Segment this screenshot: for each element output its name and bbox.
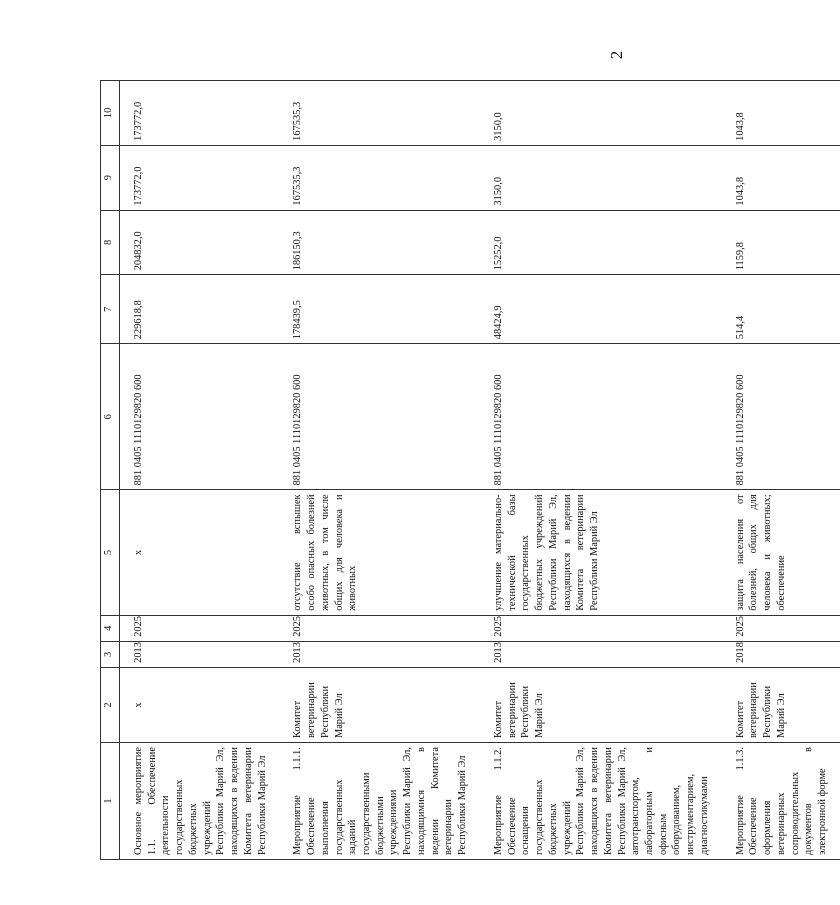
col-header-7: 7 [101,275,120,344]
row-budget-code: 881 0405 1110129820 600 [722,344,840,490]
header-row [101,81,120,860]
row-start-year: 2013 [279,641,480,667]
row-value-7: 229618,8 [120,275,280,344]
row-start-year: 2013 [480,641,722,667]
row-value-7: 48424,9 [480,275,722,344]
row-value-9: 1043,8 [722,145,840,210]
row-value-8: 1159,8 [722,210,840,275]
rotated-table-container [100,80,829,860]
row-value-9: 173772,0 [120,145,280,210]
row-executor: x [120,667,280,742]
col-header-6: 6 [101,344,120,490]
table-row [722,81,840,860]
row-value-9: 167535,3 [279,145,480,210]
col-header-2: 2 [101,667,120,742]
row-result: защита населения от болезней, общих для человека и животных; обеспечение [722,490,840,615]
row-result: улучшение материально-технической базы государственных бюджетных учреждений Республики Марий Эл, находящихся в ведении Комитета ветеринарии Республики Марий Эл [480,490,722,615]
col-header-3: 3 [101,641,120,667]
col-header-1: 1 [101,743,120,860]
row-value-7: 178439,5 [279,275,480,344]
col-header-10: 10 [101,81,120,146]
table-row [279,81,480,860]
row-name: Мероприятие 1.1.3. Обеспечение оформления ветеринарных сопроводительных документов в электронной форме [722,743,840,860]
col-header-9: 9 [101,145,120,210]
row-executor: Комитет ветеринарии Республики Марий Эл [480,667,722,742]
row-executor: Комитет ветеринарии Республики Марий Эл [279,667,480,742]
table-row [120,81,280,860]
row-value-9: 3150,0 [480,145,722,210]
row-end-year: 2025 [120,615,280,641]
row-name: Мероприятие 1.1.2. Обеспечение оснащения государственных бюджетных учреждений Республики Марий Эл, находящихся в ведении Комитета ветеринарии Республики Марий Эл, автотранспортом, лабораторным и офисным оборудованием, инструментарием, диагностикумами [480,743,722,860]
row-name: Мероприятие 1.1.1. Обеспечение выполнения государственных заданий государственными бюджетными учреждениями Республики Марий Эл, находящимися в ведении Комитета ветеринарии Республики Марий Эл [279,743,480,860]
row-executor: Комитет ветеринарии Республики Марий Эл [722,667,840,742]
row-value-10: 1043,8 [722,81,840,146]
row-start-year: 2018 [722,641,840,667]
row-end-year: 2025 [279,615,480,641]
row-value-8: 204832,0 [120,210,280,275]
row-name: Основное мероприятие 1.1. Обеспечение деятельности государственных бюджетных учреждений Республики Марий Эл, находящихся в ведении Комитета ветеринарии Республики Марий Эл [120,743,280,860]
row-result: отсутствие вспышек особо опасных болезней животных, в том числе общих для человека и животных [279,490,480,615]
row-value-7: 514,4 [722,275,840,344]
row-budget-code: 881 0405 1110129820 600 [480,344,722,490]
col-header-8: 8 [101,210,120,275]
col-header-5: 5 [101,490,120,615]
col-header-4: 4 [101,615,120,641]
row-end-year: 2025 [722,615,840,641]
row-value-10: 167535,3 [279,81,480,146]
row-end-year: 2025 [480,615,722,641]
row-budget-code: 881 0405 1110129820 600 [279,344,480,490]
row-value-10: 3150,0 [480,81,722,146]
row-budget-code: 881 0405 1110129820 600 [120,344,280,490]
row-value-8: 15252,0 [480,210,722,275]
row-start-year: 2013 [120,641,280,667]
row-value-10: 173772,0 [120,81,280,146]
table-row [480,81,722,860]
page-number: 2 [607,50,626,60]
row-value-8: 186150,3 [279,210,480,275]
program-table [100,80,840,860]
row-result: x [120,490,280,615]
